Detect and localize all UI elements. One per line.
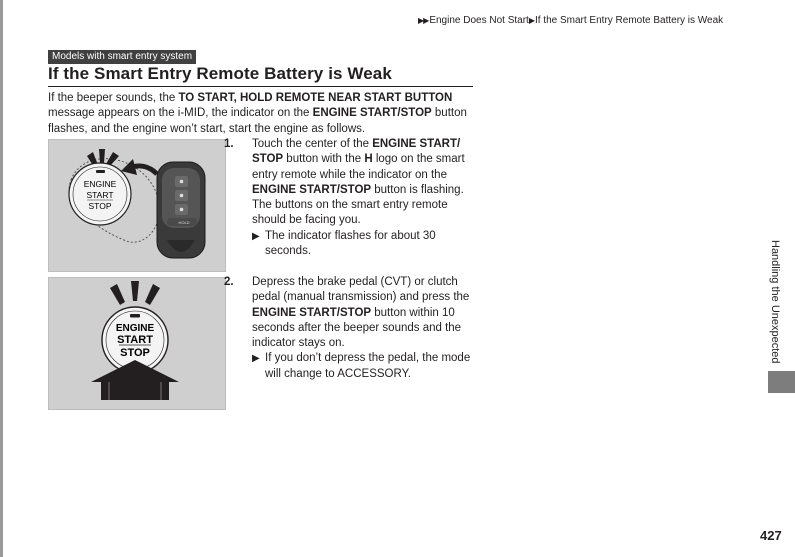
breadcrumb-double-arrow-icon: ▶▶ bbox=[418, 16, 429, 25]
step1-note: ▶ The indicator flashes for about 30 seconds. bbox=[252, 229, 436, 258]
hold-label: HOLD bbox=[178, 220, 190, 225]
breadcrumb-arrow-icon: ▶ bbox=[528, 16, 534, 25]
breadcrumb bbox=[418, 15, 723, 26]
figure-press-button bbox=[48, 277, 226, 410]
step2-number: 2. bbox=[224, 276, 234, 288]
fig1-button-line1: ENGINE bbox=[83, 179, 117, 189]
breadcrumb-link-engine-does-not-start[interactable]: Engine Does Not Start bbox=[429, 15, 529, 26]
page-title: If the Smart Entry Remote Battery is Weak bbox=[48, 64, 392, 83]
fig2-indicator-light-icon bbox=[130, 314, 140, 318]
fig2-button-line2: START bbox=[117, 334, 153, 346]
side-tab-marker[interactable] bbox=[768, 371, 795, 393]
fig2-button-line1: ENGINE bbox=[115, 323, 155, 334]
indicator-light-icon bbox=[96, 170, 105, 173]
breadcrumb-current: If the Smart Entry Remote Battery is Weak bbox=[534, 15, 724, 26]
figure-remote-touch-button bbox=[48, 139, 226, 272]
remote-touch-illustration bbox=[49, 140, 225, 271]
press-arrow-icon bbox=[91, 360, 179, 400]
press-button-illustration bbox=[49, 278, 225, 409]
page-left-rule bbox=[0, 0, 3, 557]
note-arrow-icon: ▶ bbox=[252, 230, 260, 242]
intro-paragraph: If the beeper sounds, the TO START, HOLD REMOTE NEAR START BUTTON message appears on the i-MID, the indicator on the ENGINE START/STOP button flashes, and the engine won’t start, start the engine as follows. bbox=[48, 92, 467, 135]
step2-note: ▶ If you don’t depress the pedal, the mode will change to ACCESSORY. bbox=[252, 352, 471, 380]
model-badge: Models with smart entry system bbox=[48, 50, 196, 64]
note-arrow-icon: ▶ bbox=[252, 353, 260, 365]
page-number: 427 bbox=[760, 528, 782, 543]
fig2-button-line3: STOP bbox=[120, 347, 150, 359]
fig1-button-line3: STOP bbox=[88, 201, 112, 211]
title-divider bbox=[48, 86, 473, 87]
step1-number: 1. bbox=[224, 138, 234, 150]
step-2: 2. Depress the brake pedal (CVT) or clutch pedal (manual transmission) and press the ENGINE START/STOP button within 10 seconds after the beeper sounds and the indicator stays on. ▶ If you don’t depress the pedal, the mode will change to ACCESSORY. bbox=[238, 275, 478, 382]
fig1-button-line2: START bbox=[86, 190, 114, 200]
side-tab-label: Handling the Unexpected bbox=[769, 240, 781, 364]
step-1: 1. Touch the center of the ENGINE START/ STOP button with the H logo on the smart entry remote while the indicator on the ENGINE START/STOP button is flashing. The buttons on the smart entry remote should be facing you. ▶ The indicator flashes for about 30 seconds. bbox=[238, 137, 478, 259]
